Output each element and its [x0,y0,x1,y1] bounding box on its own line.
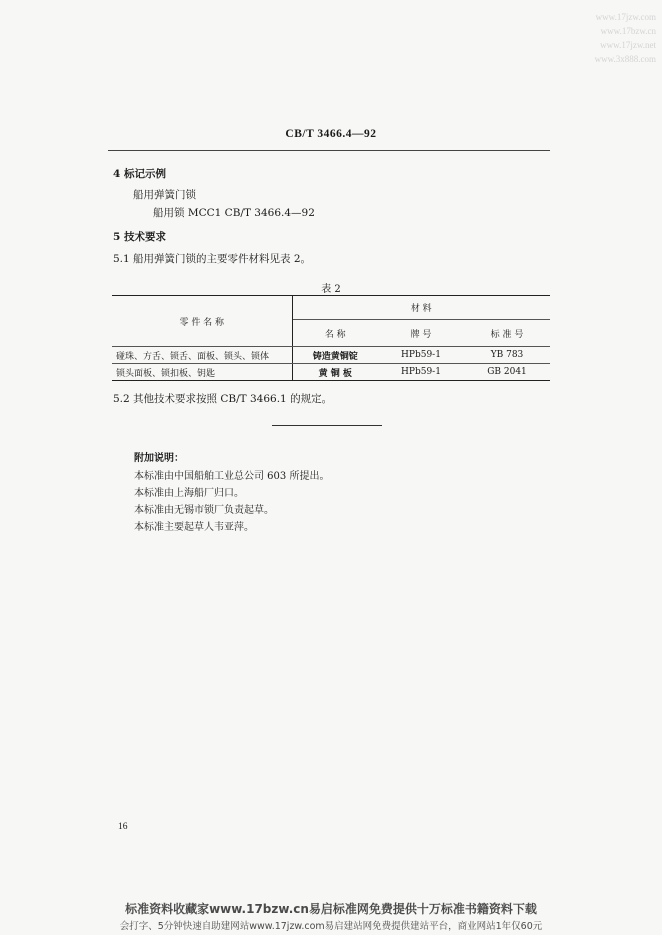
note-line: 本标准由上海船厂归口。 [134,488,244,499]
materials-table [112,295,550,381]
example-line-1: 船用弹簧门锁 [133,189,196,201]
notes-title: 附加说明： [134,453,184,464]
clause-5-2: 5.2 其他技术要求按照 CB/T 3466.1 的规定。 [113,393,333,405]
cell-grade: HPb59-1 [378,364,464,381]
cell-standard: GB 2041 [464,364,550,381]
watermark-line: www.17bzw.cn [600,26,656,36]
table-row [112,364,550,381]
header-rule [108,150,550,151]
watermark-line: www.17jzw.net [600,40,656,50]
cell-standard: YB 783 [464,347,550,364]
note-line: 本标准由无锡市锁厂负责起草。 [134,505,274,516]
cell-grade: HPb59-1 [378,347,464,364]
page-number: 16 [118,822,128,832]
note-line: 本标准由中国船舶工业总公司 603 所提出。 [134,471,330,482]
subheader-standard: 标 准 号 [464,320,550,347]
subheader-grade: 牌 号 [378,320,464,347]
standard-header: CB/T 3466.4—92 [285,128,377,140]
watermark-line: www.17jzw.com [595,12,656,22]
footer-line-1: 标准资料收藏家www.17bzw.cn易启标准网免费提供十万标准书籍资料下载 [125,902,537,916]
cell-material-name: 铸造黄铜锭 [292,347,378,364]
note-line: 本标准主要起草人韦亚萍。 [134,522,254,533]
watermark [595,10,656,66]
column-header-material: 材 料 [292,296,550,320]
footer-line-2: 会打字、5分钟快速自助建网站www.17jzw.com易启建站网免费提供建站平台，商业网站1年仅60元 [119,921,543,932]
cell-part: 碰珠、方舌、锁舌、面板、锁头、锁体 [112,347,292,364]
table-title: 表 2 [321,284,341,295]
closing-rule [272,425,382,426]
column-header-part: 零 件 名 称 [112,296,292,347]
example-line-2: 船用锁 MCC1 CB/T 3466.4—92 [153,207,315,219]
clause-5-1: 5.1 船用弹簧门锁的主要零件材料见表 2。 [113,253,312,265]
table-row [112,347,550,364]
cell-material-name: 黄 铜 板 [292,364,378,381]
subheader-name: 名 称 [292,320,378,347]
watermark-line: www.3x888.com [594,54,656,64]
section-5-title: 5 技术要求 [113,231,166,243]
section-4-title: 4 标记示例 [113,168,166,180]
cell-part: 锁头面板、锁扣板、钥匙 [112,364,292,381]
